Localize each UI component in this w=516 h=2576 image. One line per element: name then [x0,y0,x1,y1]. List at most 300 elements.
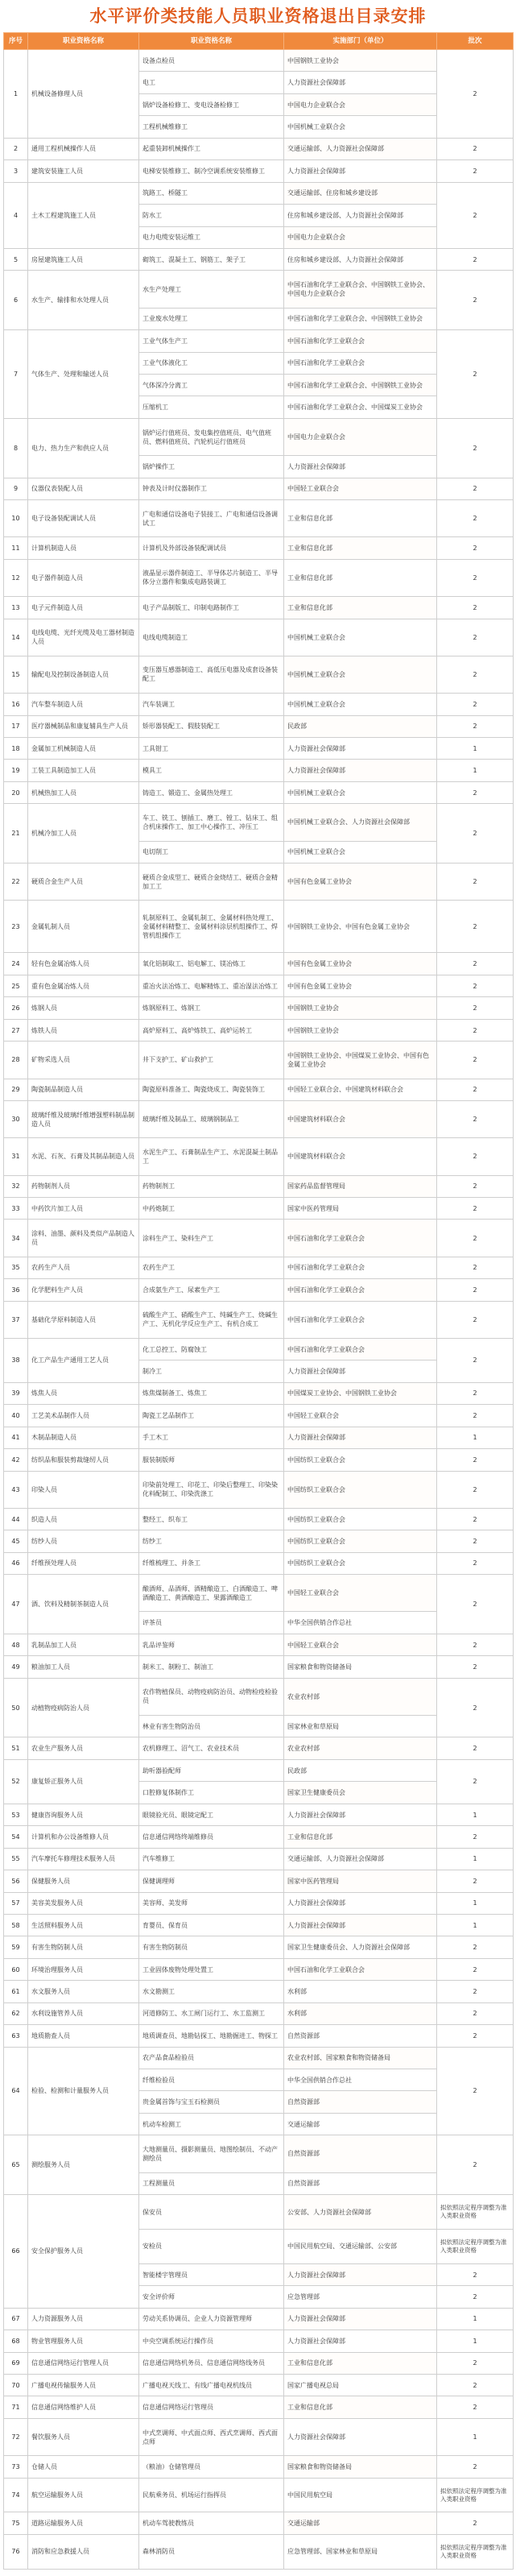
table-row [4,1936,514,1958]
implementing-department: 中国电力企业联合会 [284,226,437,248]
implementing-department: 中国机械工业联合会 [284,781,437,803]
occupation-name: 农作物植保员、动物疫病防治员、动物检疫检验员 [139,1678,284,1715]
batch-cell: 2 [437,248,514,270]
qualification-name: 仪器仪表装配人员 [28,478,139,499]
page-title: 水平评价类技能人员职业资格退出目录安排 [89,6,427,26]
occupation-name: 电力电缆安装运维工 [139,226,284,248]
qualification-name: 建筑安装施工人员 [28,160,139,182]
implementing-department: 交通运输部 [284,2113,437,2135]
qualification-name: 消防和应急救援人员 [28,2534,139,2569]
qualification-name: 农业生产服务人员 [28,1737,139,1759]
qualification-name: 机械冷加工人员 [28,804,139,863]
occupation-name: 矫形器装配工、假肢装配工 [139,715,284,737]
batch-cell: 2 [437,619,514,656]
occupation-name: 工程机械维修工 [139,116,284,138]
implementing-department: 中国轻工业联合会 [284,1575,437,1612]
row-number: 74 [4,2478,28,2512]
qualification-name: 电力、热力生产和供应人员 [28,418,139,478]
qualification-name: 电子设备装配调试人员 [28,500,139,537]
batch-cell: 2 [437,597,514,619]
batch-cell: 2 [437,50,514,139]
row-number: 52 [4,1759,28,1804]
qualification-name: 有害生物防制人员 [28,1936,139,1958]
row-number: 26 [4,997,28,1019]
batch-cell: 1 [437,1804,514,1825]
row-number: 31 [4,1138,28,1175]
implementing-department: 中国机械工业联合会 [284,841,437,863]
batch-cell: 2 [437,715,514,737]
implementing-department: 中国石油和化学工业联合会 [284,1338,437,1360]
table-row [4,1449,514,1471]
implementing-department: 住房和城乡建设部、人力资源社会保障部 [284,248,437,270]
qualification-name: 地质勘查人员 [28,2025,139,2047]
row-number: 66 [4,2195,28,2309]
row-number: 39 [4,1382,28,1404]
occupation-name: 河道修防工、水工闸门运行工、水工监测工 [139,2002,284,2024]
row-number: 67 [4,2308,28,2330]
implementing-department: 自然资源部 [284,2172,437,2194]
table-row [4,1382,514,1404]
occupation-name: 工业气体生产工 [139,330,284,352]
qualification-name: 炼铁人员 [28,1019,139,1041]
occupation-name: 铸造工、锻造工、金属热处理工 [139,781,284,803]
implementing-department: 国家林业和草原局 [284,1716,437,1737]
batch-cell: 1 [437,737,514,759]
table-row [4,2135,514,2172]
row-number: 73 [4,2456,28,2478]
batch-cell: 2 [437,2002,514,2024]
row-number: 13 [4,597,28,619]
implementing-department: 中国轻工业联合会、中国建筑材料联合会 [284,1079,437,1100]
qualification-name: 安全保护服务人员 [28,2195,139,2309]
table-row [4,2478,514,2512]
occupation-name: 农产品食品检验员 [139,2047,284,2069]
implementing-department: 国家中医药管理局 [284,1197,437,1219]
implementing-department: 水利部 [284,1981,437,2002]
qualification-name: 陶瓷制品制造人员 [28,1079,139,1100]
row-number: 20 [4,781,28,803]
occupation-name: 安全评价师 [139,2286,284,2308]
batch-cell: 1 [437,2418,514,2455]
implementing-department: 中国石油和化学工业联合会、中国煤炭工业协会 [284,396,437,418]
batch-cell: 2 [437,1508,514,1530]
implementing-department: 自然资源部 [284,2025,437,2047]
occupation-name: 汽车装调工 [139,694,284,715]
occupation-name: （粮油）仓储管理员 [139,2456,284,2478]
row-number: 57 [4,1892,28,1914]
implementing-department: 中国钢铁工业协会 [284,1019,437,1041]
qualification-name: 健康咨询服务人员 [28,1804,139,1825]
row-number: 53 [4,1804,28,1825]
occupation-name: 农机修理工、沼气工、农业技术员 [139,1737,284,1759]
batch-cell: 2 [437,1552,514,1574]
occupation-name: 炼钢原料工、炼钢工 [139,997,284,1019]
table-row [4,1220,514,1257]
occupation-name: 井下支护工、矿山救护工 [139,1042,284,1079]
implementing-department: 人力资源社会保障部 [284,1804,437,1825]
qualification-name: 广播电视传输服务人员 [28,2374,139,2396]
table-row [4,248,514,270]
row-number: 25 [4,975,28,996]
row-number: 59 [4,1936,28,1958]
row-number: 5 [4,248,28,270]
table-row [4,781,514,803]
implementing-department: 人力资源社会保障部 [284,2308,437,2330]
qualification-name: 汽车摩托车修理技术服务人员 [28,1848,139,1870]
table-row [4,953,514,975]
implementing-department: 中国纺织工业联合会 [284,1552,437,1574]
batch-cell: 2 [437,2025,514,2047]
header-work: 职业资格名称 [139,33,284,50]
table-row [4,715,514,737]
qualification-name: 机械热加工人员 [28,781,139,803]
occupation-name: 电工 [139,72,284,93]
occupation-name: 劳动关系协调员、企业人力资源管理师 [139,2308,284,2330]
implementing-department: 中国石油和化学工业联合会 [284,1958,437,1980]
batch-cell: 2 [437,953,514,975]
table-row [4,478,514,499]
batch-cell: 2 [437,1449,514,1471]
occupation-name: 电线电缆制造工 [139,619,284,656]
implementing-department: 国家粮食和物资储备局 [284,2456,437,2478]
batch-cell: 2 [437,656,514,693]
row-number: 48 [4,1634,28,1655]
qualification-name: 气体生产、处理和输送人员 [28,330,139,419]
qualification-name: 动植物疫病防治人员 [28,1678,139,1737]
table-row [4,1656,514,1678]
implementing-department: 人力资源社会保障部 [284,160,437,182]
qualification-name: 工装工具制造加工人员 [28,760,139,781]
qualification-name: 房屋建筑施工人员 [28,248,139,270]
table-row [4,2330,514,2352]
qualification-name: 炼钢人员 [28,997,139,1019]
batch-cell: 1 [437,1848,514,1870]
batch-cell: 2 [437,1382,514,1404]
batch-cell: 2 [437,418,514,478]
row-number: 56 [4,1870,28,1892]
occupation-name: 化工总控工、防腐蚀工 [139,1338,284,1360]
implementing-department: 中国石油和化学工业联合会 [284,1220,437,1257]
implementing-department: 人力资源社会保障部 [284,1914,437,1936]
row-number: 21 [4,804,28,863]
occupation-name: 纺纱工 [139,1530,284,1552]
batch-cell: 2 [437,1958,514,1980]
table-row [4,1338,514,1360]
batch-cell: 2 [437,997,514,1019]
batch-cell: 2 [437,694,514,715]
occupation-name: 中央空调系统运行操作员 [139,2330,284,2352]
table-row [4,500,514,537]
batch-cell: 2 [437,1826,514,1848]
occupation-name: 水泥生产工、石膏制品生产工、水泥混凝土制品工 [139,1138,284,1175]
occupation-name: 重冶火法冶炼工、电解精炼工、重冶湿法冶炼工 [139,975,284,996]
table-row [4,2512,514,2534]
row-number: 49 [4,1656,28,1678]
table-row [4,1737,514,1759]
occupation-name: 硫酸生产工、硝酸生产工、纯碱生产工、烧碱生产工、无机化学反应生产工、有机合成工 [139,1301,284,1338]
row-number: 14 [4,619,28,656]
batch-cell: 拟依照法定程序调整为准入类职业资格 [437,2229,514,2263]
qualification-name: 环境治理服务人员 [28,1958,139,1980]
table-row [4,1848,514,1870]
batch-cell: 2 [437,2456,514,2478]
qualification-name: 输配电及控制设备制造人员 [28,656,139,693]
row-number: 2 [4,138,28,159]
occupation-name: 陶瓷工艺品制作工 [139,1405,284,1427]
implementing-department: 中国民用航空局 [284,2478,437,2512]
table-row [4,271,514,308]
row-number: 35 [4,1257,28,1278]
qualification-name: 道路运输服务人员 [28,2512,139,2534]
occupation-name: 水文勘测工 [139,1981,284,2002]
occupation-name: 广电和通信设备电子装接工、广电和通信设备调试工 [139,500,284,537]
qualification-name: 纺纱人员 [28,1530,139,1552]
qualification-name: 涂料、油墨、颜料及类似产品制造人员 [28,1220,139,1257]
table-row [4,901,514,953]
batch-cell: 2 [437,1019,514,1041]
table-row [4,619,514,656]
row-number: 47 [4,1575,28,1634]
occupation-name: 民航乘务员、机场运行指挥员 [139,2478,284,2512]
batch-cell: 2 [437,804,514,863]
row-number: 38 [4,1338,28,1382]
implementing-department: 中国机械工业联合会 [284,694,437,715]
row-number: 41 [4,1427,28,1448]
batch-cell: 2 [437,2396,514,2418]
implementing-department: 中国电力企业联合会 [284,93,437,115]
batch-cell: 2 [437,1737,514,1759]
qualification-name: 农药生产人员 [28,1257,139,1278]
occupation-name: 液晶显示器件制造工、半导体芯片制造工、半导体分立器件和集成电路装调工 [139,559,284,596]
table-row [4,2002,514,2024]
qualification-name: 汽车整车制造人员 [28,694,139,715]
batch-cell: 2 [437,863,514,901]
occupation-name: 防水工 [139,205,284,226]
row-number: 4 [4,182,28,248]
table-row [4,1197,514,1219]
qualification-name: 硬质合金生产人员 [28,863,139,901]
implementing-department: 中国有色金属工业协会 [284,975,437,996]
implementing-department: 人力资源社会保障部 [284,72,437,93]
occupation-name: 合成氨生产工、尿素生产工 [139,1279,284,1301]
implementing-department: 民政部 [284,1759,437,1781]
occupation-name: 工业固体废物处理处置工 [139,1958,284,1980]
occupation-name: 眼镜验光员、眼镜定配工 [139,1804,284,1825]
implementing-department: 农业农村部、国家粮食和物资储备局 [284,2047,437,2069]
batch-cell: 2 [437,901,514,953]
batch-cell: 2 [437,138,514,159]
occupation-name: 保健调理师 [139,1870,284,1892]
batch-cell: 2 [437,2263,514,2285]
occupation-name: 农药生产工 [139,1257,284,1278]
batch-cell: 2 [437,2512,514,2534]
table-row [4,2352,514,2374]
implementing-department: 工业和信息化部 [284,559,437,596]
implementing-department: 人力资源社会保障部 [284,737,437,759]
table-row [4,1471,514,1508]
qualification-name: 人力资源服务人员 [28,2308,139,2330]
header-row [4,33,514,50]
table-row [4,863,514,901]
implementing-department: 人力资源社会保障部 [284,1427,437,1448]
batch-cell: 2 [437,1870,514,1892]
implementing-department: 中国机械工业联合会、人力资源社会保障部 [284,804,437,841]
implementing-department: 中国石油和化学工业联合会、中国钢铁工业协会 [284,374,437,396]
implementing-department: 中国钢铁工业协会 [284,997,437,1019]
table-row [4,656,514,693]
implementing-department: 人力资源社会保障部 [284,2330,437,2352]
occupation-name: 锅炉设备检修工、变电设备检修工 [139,93,284,115]
implementing-department: 交通运输部 [284,2512,437,2534]
implementing-department: 中国电力企业联合会 [284,418,437,455]
implementing-department: 中国纺织工业联合会 [284,1508,437,1530]
implementing-department: 中国纺织工业联合会 [284,1530,437,1552]
occupation-name: 水生产处理工 [139,271,284,308]
occupation-name: 玻璃纤维及制品工、玻璃钢制品工 [139,1100,284,1137]
table-row [4,1759,514,1781]
batch-cell: 1 [437,760,514,781]
table-row [4,537,514,559]
table-row [4,1138,514,1175]
occupation-name: 变压器互感器制造工、高低压电器及成套设备装配工 [139,656,284,693]
implementing-department: 工业和信息化部 [284,2396,437,2418]
batch-cell: 2 [437,478,514,499]
row-number: 58 [4,1914,28,1936]
batch-cell: 2 [437,1936,514,1958]
table-row [4,1301,514,1338]
occupation-name: 筑路工、桥隧工 [139,182,284,204]
table-row [4,2534,514,2569]
implementing-department: 人力资源社会保障部 [284,2418,437,2455]
qualification-name: 信息通信网络维护人员 [28,2396,139,2418]
occupation-name: 大地测量员、摄影测量员、地图绘制员、不动产测绘员 [139,2135,284,2172]
row-number: 70 [4,2374,28,2396]
occupation-name: 锅炉运行值班员、发电集控值班员、电气值班员、燃料值班员、汽轮机运行值班员 [139,418,284,455]
occupation-name: 印染前处理工、印花工、印染后整理工、印染染化料配制工、印染洗涤工 [139,1471,284,1508]
qualification-name: 粮油加工人员 [28,1656,139,1678]
batch-cell: 拟依照法定程序调整为准入类职业资格 [437,2478,514,2512]
occupation-name: 炼焦煤制备工、炼焦工 [139,1382,284,1404]
row-number: 17 [4,715,28,737]
row-number: 45 [4,1530,28,1552]
row-number: 54 [4,1826,28,1848]
occupation-name: 氧化铝制取工、铝电解工、镁冶炼工 [139,953,284,975]
batch-cell: 2 [437,1405,514,1427]
occupation-name: 工程测量员 [139,2172,284,2194]
row-number: 40 [4,1405,28,1427]
batch-cell: 2 [437,1220,514,1257]
occupation-name: 机动车驾驶教练员 [139,2512,284,2534]
occupation-name: 起重装卸机械操作工 [139,138,284,159]
batch-cell: 2 [437,2352,514,2374]
table-row [4,1100,514,1137]
occupation-name: 信息通信网络机务员、信息通信网络线务员 [139,2352,284,2374]
implementing-department: 中国有色金属工业协会 [284,953,437,975]
table-row [4,1870,514,1892]
row-number: 19 [4,760,28,781]
batch-cell: 1 [437,1427,514,1448]
row-number: 7 [4,330,28,419]
occupation-name: 育婴员、保育员 [139,1914,284,1936]
table-row [4,737,514,759]
occupation-name: 汽车维修工 [139,1848,284,1870]
occupation-name: 贵金属首饰与宝玉石检测员 [139,2091,284,2113]
table-body [4,50,514,2570]
qualification-name: 土木工程建筑施工人员 [28,182,139,248]
implementing-department: 农业农村部 [284,1737,437,1759]
qualification-name: 纤维预处理人员 [28,1552,139,1574]
occupation-name: 森林消防员 [139,2534,284,2569]
table-row [4,975,514,996]
implementing-department: 中国机械工业联合会 [284,656,437,693]
qualification-name: 炼焦人员 [28,1382,139,1404]
qualification-name: 计算机制造人员 [28,537,139,559]
table-row [4,2396,514,2418]
row-number: 69 [4,2352,28,2374]
occupation-name: 服装制版师 [139,1449,284,1471]
qualification-name: 通用工程机械操作人员 [28,138,139,159]
row-number: 12 [4,559,28,596]
row-number: 9 [4,478,28,499]
table-row [4,1405,514,1427]
occupation-name: 电切削工 [139,841,284,863]
qualification-name: 机械设备修理人员 [28,50,139,139]
occupation-name: 砌筑工、混凝土工、钢筋工、架子工 [139,248,284,270]
occupation-name: 纤维梳理工、并条工 [139,1552,284,1574]
row-number: 37 [4,1301,28,1338]
table-row [4,1575,514,1612]
implementing-department: 农业农村部 [284,1678,437,1715]
occupation-name: 工业废水处理工 [139,308,284,329]
occupation-name: 电子产品制版工、印制电路制作工 [139,597,284,619]
row-number: 18 [4,737,28,759]
batch-cell: 2 [437,2135,514,2195]
qualification-name: 金属加工机械制造人员 [28,737,139,759]
qualification-name: 中药饮片加工人员 [28,1197,139,1219]
implementing-department: 中国民用航空局、交通运输部、公安部 [284,2229,437,2263]
batch-cell: 2 [437,975,514,996]
row-number: 51 [4,1737,28,1759]
qualification-name: 检验、检测和计量服务人员 [28,2047,139,2135]
qualification-name: 酒、饮料及精制茶制造人员 [28,1575,139,1634]
row-number: 3 [4,160,28,182]
batch-cell: 1 [437,2308,514,2330]
implementing-department: 人力资源社会保障部 [284,456,437,478]
row-number: 24 [4,953,28,975]
batch-cell: 2 [437,781,514,803]
table-row [4,182,514,204]
batch-cell: 拟依照法定程序调整为准入类职业资格 [437,2534,514,2569]
table-row [4,2374,514,2396]
table-row [4,418,514,455]
occupation-name: 高炉原料工、高炉炼铁工、高炉运转工 [139,1019,284,1041]
implementing-department: 国家药品监督管理局 [284,1175,437,1197]
row-number: 68 [4,2330,28,2352]
row-number: 65 [4,2135,28,2195]
occupation-name: 地质调查员、地勘钻探工、地勘掘进工、物探工 [139,2025,284,2047]
table-row [4,1175,514,1197]
occupation-name: 涂料生产工、染料生产工 [139,1220,284,1257]
table-row [4,1019,514,1041]
table-row [4,1257,514,1278]
batch-cell: 2 [437,1530,514,1552]
occupation-name: 广播电视天线工、有线广播电视机线员 [139,2374,284,2396]
qualification-name: 医疗器械制品和康复辅具生产人员 [28,715,139,737]
qualification-name: 测绘服务人员 [28,2135,139,2195]
batch-cell: 2 [437,1471,514,1508]
row-number: 10 [4,500,28,537]
occupation-name: 手工木工 [139,1427,284,1448]
